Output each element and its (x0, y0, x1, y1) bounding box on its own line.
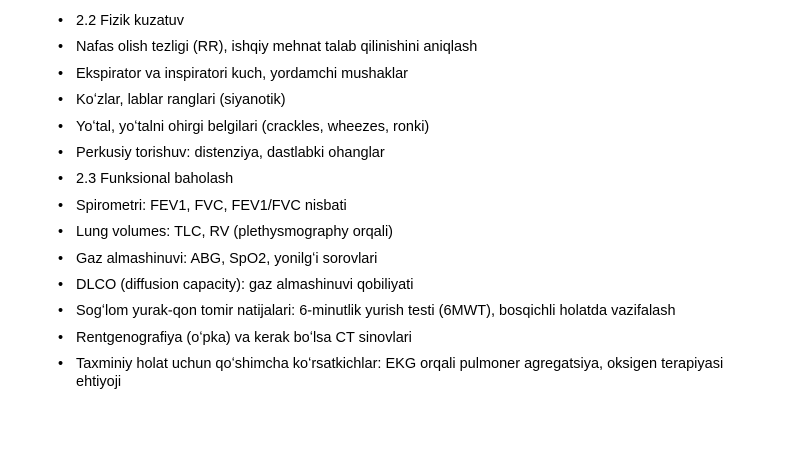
bullet-dot: • (58, 224, 64, 241)
bullet-text: Gaz almashinuvi: ABG, SpO2, yonilgʻi sorovlari (76, 250, 378, 267)
bullet-item (58, 12, 748, 30)
bullet-item (58, 329, 748, 347)
bullet-text: 2.3 Funksional baholash (76, 171, 234, 188)
bullet-text: Rentgenografiya (oʻpka) va kerak boʻlsa CT sinovlari (76, 329, 412, 346)
bullet-dot: • (58, 356, 64, 373)
bullet-text: Spirometri: FEV1, FVC, FEV1/FVC nisbati (76, 197, 347, 214)
bullet-dot: • (58, 303, 64, 320)
bullet-item (58, 118, 748, 136)
bullet-dot: • (58, 171, 64, 188)
bullet-item (58, 65, 748, 83)
bullet-item (58, 302, 748, 320)
bullet-dot: • (58, 118, 64, 135)
bullet-dot: • (58, 250, 64, 267)
bullet-item (58, 197, 748, 215)
bullet-item (58, 276, 748, 294)
bullet-dot: • (58, 276, 64, 293)
bullet-dot: • (58, 197, 64, 214)
bullet-text: Nafas olish tezligi (RR), ishqiy mehnat talab qilinishini aniqlash (76, 39, 478, 56)
bullet-item (58, 355, 748, 391)
bullet-dot: • (58, 144, 64, 161)
bullet-text: Koʻzlar, lablar ranglari (siyanotik) (76, 92, 286, 109)
bullet-item (58, 250, 748, 268)
bullet-item (58, 91, 748, 109)
bullet-list (58, 12, 748, 399)
bullet-dot: • (58, 39, 64, 56)
bullet-text: DLCO (diffusion capacity): gaz almashinuvi qobiliyati (76, 276, 414, 293)
bullet-text: 2.2 Fizik kuzatuv (76, 13, 184, 29)
bullet-text: Perkusiy torishuv: distenziya, dastlabki ohanglar (76, 144, 385, 161)
bullet-text: Lung volumes: TLC, RV (plethysmography orqali) (76, 224, 394, 241)
bullet-text: Sogʻlom yurak-qon tomir natijalari: 6-minutlik yurish testi (6MWT), bosqichli holatda vazifalash (76, 303, 676, 320)
bullet-dot: • (58, 13, 64, 29)
bullet-dot: • (58, 92, 64, 109)
bullet-dot: • (58, 65, 64, 82)
bullet-item (58, 144, 748, 162)
bullet-item (58, 223, 748, 241)
bullet-text: Taxminiy holat uchun qoʻshimcha koʻrsatkichlar: EKG orqali pulmoner agregatsiya, oksigen terapiyasi ehtiyoji (76, 356, 724, 391)
bullet-item (58, 170, 748, 188)
bullet-text: Ekspirator va inspiratori kuch, yordamchi mushaklar (76, 65, 409, 82)
bullet-text: Yoʻtal, yoʻtalni ohirgi belgilari (crackles, wheezes, ronki) (76, 118, 430, 135)
bullet-dot: • (58, 329, 64, 346)
bullet-item (58, 38, 748, 56)
